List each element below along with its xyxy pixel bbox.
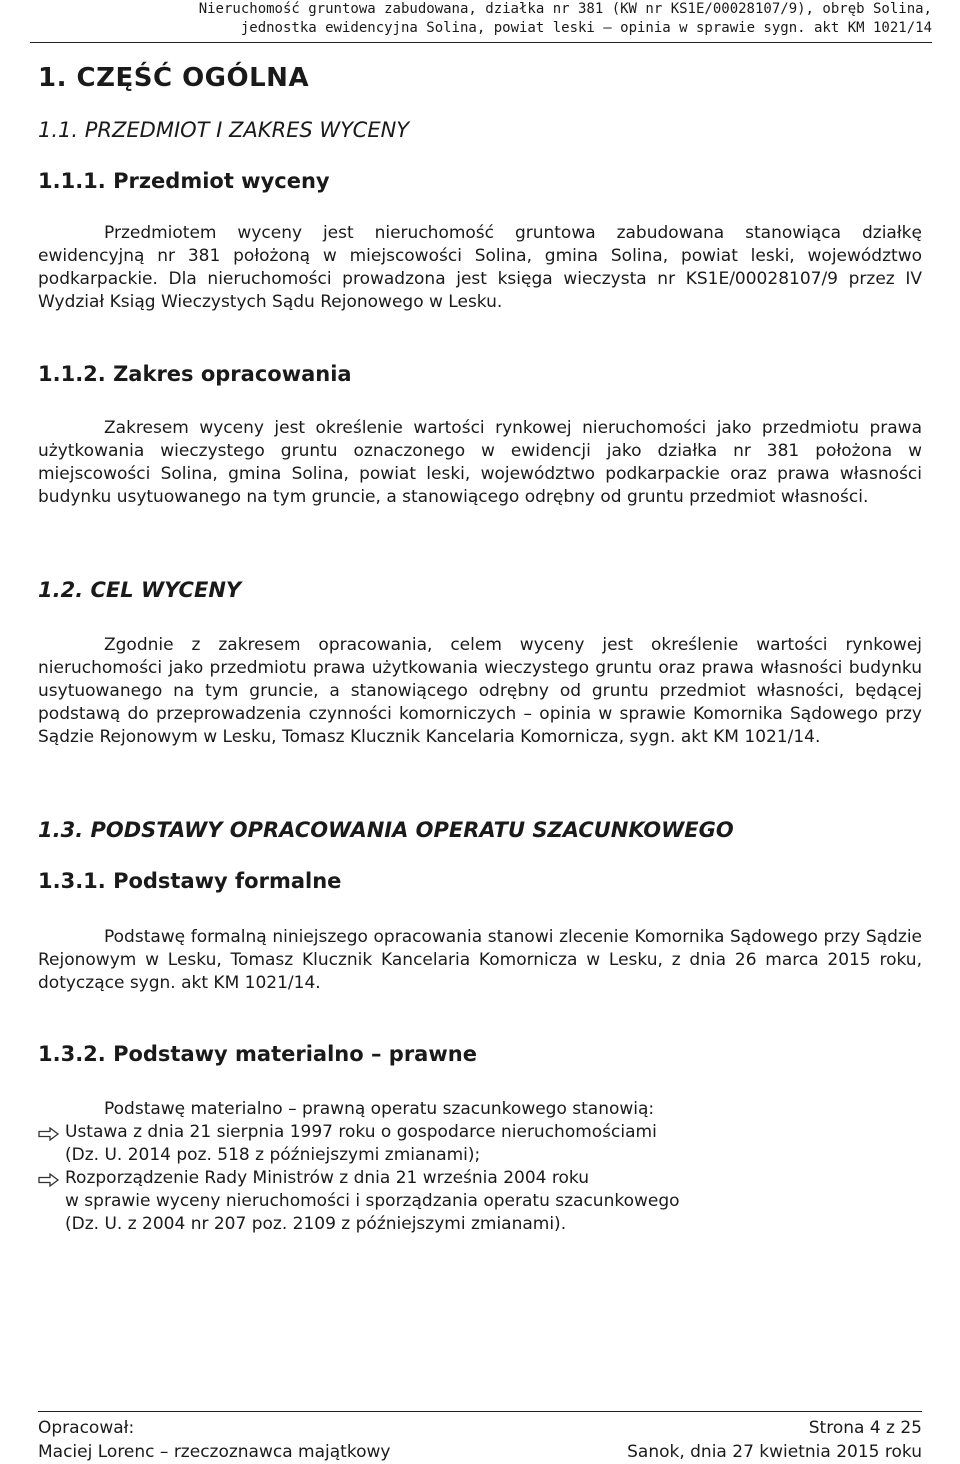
arrow-right-icon [38, 1125, 60, 1148]
list-item [38, 1121, 922, 1167]
page-footer [38, 1411, 922, 1464]
section-1-1-1-body: Przedmiotem wyceny jest nieruchomość gruntowa zabudowana stanowiąca działkę ewidencyjną nr 381 położoną w miejscowości Solina, gmina Solina, powiat leski, województwo podkarpackie. Dla nieruchomości prowadzona jest księga wieczysta nr KS1E/00028107/9 przez IV Wydział Ksiąg Wieczystych Sądu Rejonowego w Lesku. [38, 223, 922, 312]
section-1-1-2-body: Zakresem wyceny jest określenie wartości rynkowej nieruchomości jako przedmiotu prawa użytkowania wieczystego gruntu oznaczonego w ewidencji jako działka nr 381 położona w miejscowości Solina, gmina Solina, powiat leski, województwo podkarpackie oraz prawa własności budynku usytuowanego na tym gruncie, a stanowiącego odrębny od gruntu przedmiot własności. [38, 418, 922, 507]
section-1-1-1-title: 1.1.1. Przedmiot wyceny [38, 169, 330, 193]
section-1-3-1-body: Podstawę formalną niniejszego opracowania stanowi zlecenie Komornika Sądowego przy Sądzie Rejonowym w Lesku, Tomasz Klucznik Kancelaria Komornicza w Lesku, z dnia 26 marca 2015 roku, dotyczące sygn. akt KM 1021/14. [38, 927, 922, 993]
section-1-1-1-text [38, 222, 922, 314]
legal-basis-intro: Podstawę materialno – prawną operatu szacunkowego stanowią: [104, 1099, 655, 1119]
section-1-title: 1. CZĘŚĆ OGÓLNA [38, 63, 310, 93]
section-1-3-2-title: 1.3.2. Podstawy materialno – prawne [38, 1042, 477, 1066]
header-line-1: Nieruchomość gruntowa zabudowana, działka nr 381 (KW nr KS1E/00028107/9), obręb Solina, [198, 1, 932, 17]
header-line-2: jednostka ewidencyjna Solina, powiat leski – opinia w sprawie sygn. akt KM 1021/14 [240, 20, 932, 36]
section-1-2-title: 1.2. CEL WYCENY [38, 578, 242, 602]
section-1-2-text [38, 634, 922, 749]
section-1-2-body: Zgodnie z zakresem opracowania, celem wyceny jest określenie wartości rynkowej nieruchomości jako przedmiotu prawa użytkowania wieczystego gruntu oraz prawa własności budynku usytuowanego na tym gruncie, a stanowiącego odrębny od gruntu przedmiot własności, będącej podstawą do przeprowadzenia czynności komorniczych – opinia w sprawie Komornika Sądowego przy Sądzie Rejonowym w Lesku, Tomasz Klucznik Kancelaria Komornicza, sygn. akt KM 1021/14. [38, 635, 922, 747]
section-1-1-title: 1.1. PRZEDMIOT I ZAKRES WYCENY [38, 118, 410, 142]
section-1-3-1-title: 1.3.1. Podstawy formalne [38, 869, 342, 893]
legal-basis-list [38, 1098, 922, 1236]
footer-author: Maciej Lorenc – rzeczoznawca majątkowy [38, 1442, 391, 1462]
list-item-line: (Dz. U. 2014 poz. 518 z późniejszymi zmianami); [65, 1145, 481, 1165]
page-header [30, 0, 932, 43]
arrow-right-icon [38, 1171, 60, 1194]
section-1-3-title: 1.3. PODSTAWY OPRACOWANIA OPERATU SZACUNKOWEGO [38, 818, 734, 842]
section-1-1-2-title: 1.1.2. Zakres opracowania [38, 362, 352, 386]
footer-page-number: Strona 4 z 25 [808, 1418, 922, 1438]
section-1-3-1-text [38, 926, 922, 995]
list-item-line: w sprawie wyceny nieruchomości i sporządzania operatu szacunkowego [65, 1191, 680, 1211]
list-item [38, 1167, 922, 1236]
footer-place-date: Sanok, dnia 27 kwietnia 2015 roku [627, 1442, 922, 1462]
list-item-line: Rozporządzenie Rady Ministrów z dnia 21 września 2004 roku [65, 1168, 589, 1188]
footer-author-label: Opracował: [38, 1418, 135, 1438]
section-1-1-2-text [38, 417, 922, 509]
list-item-line: (Dz. U. z 2004 nr 207 poz. 2109 z późniejszymi zmianami). [65, 1214, 567, 1234]
list-item-line: Ustawa z dnia 21 sierpnia 1997 roku o gospodarce nieruchomościami [65, 1122, 657, 1142]
